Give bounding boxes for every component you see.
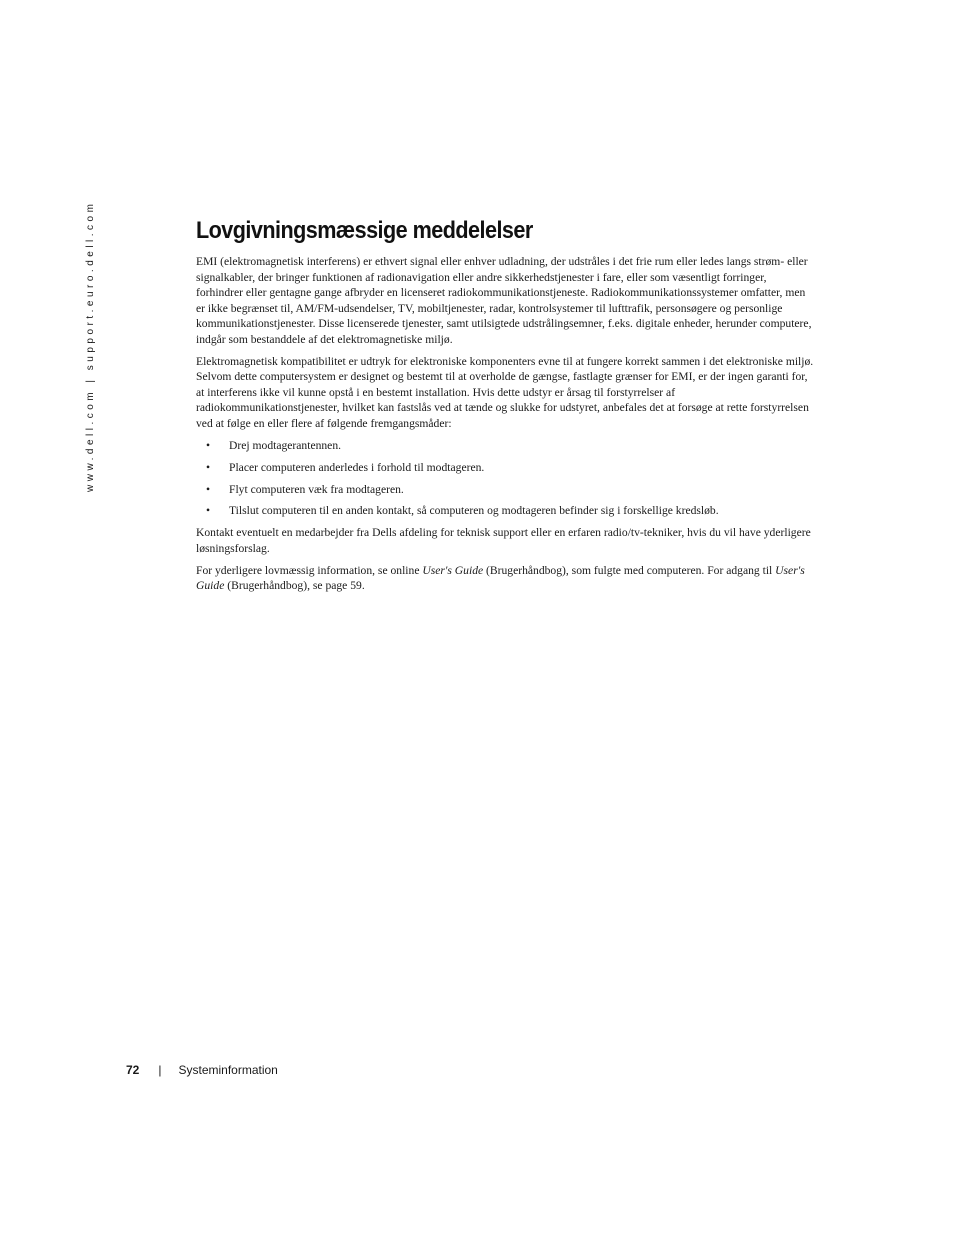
bullet-list [196,438,814,520]
page-footer [126,1062,278,1078]
users-guide-reference: User's Guide [422,563,484,577]
side-url: www.dell.com | support.euro.dell.com [85,200,96,492]
list-item [196,503,814,519]
footer-separator: | [158,1063,162,1077]
section-name: Systeminformation [178,1063,278,1077]
main-content [196,216,814,600]
list-item [196,482,814,498]
list-item-text: Flyt computeren væk fra modtageren. [229,482,404,496]
bullet-marker: • [206,460,211,474]
page-number: 72 [126,1063,140,1077]
bullet-marker: • [206,504,211,518]
more-info-text-3: (Brugerhåndbog), se page 59. [224,579,365,593]
paragraph-more-info [196,563,814,594]
users-guide-reference: User's Guide [196,563,805,593]
more-info-text-2: (Brugerhåndbog), som fulgte med computeren. For adgang til [483,563,776,577]
page-title: Lovgivningsmæssige meddelelser [196,217,533,244]
list-item [196,460,814,476]
list-item-text: Drej modtagerantennen. [229,438,342,452]
list-item-text: Tilslut computeren til en anden kontakt, så computeren og modtageren befinder sig i forskellige kredsløb. [229,504,719,518]
paragraph-emc: Elektromagnetisk kompatibilitet er udtryk for elektroniske komponenters evne til at fungere korrekt sammen i det elektroniske miljø. Selvom dette computersystem er designet og bestemt til at overholde de gængse, fastlagte grænser for EMI, er der ingen garanti for, at interferens ikke vil kunne opstå i en bestemt installation. Hvis dette udstyr er årsag til forstyrrelser af radiokommunikationstjenester, hvilket kan fastslås ved at tænde og slukke for udstyret, anbefales det at forsøge at rette forstyrrelsen ved at følge en eller flere af følgende fremgangsmåder: [196,354,814,430]
bullet-marker: • [206,482,211,496]
list-item [196,438,814,454]
paragraph-emi: EMI (elektromagnetisk interferens) er ethvert signal eller enhver udladning, der udstråles i det frie rum eller ledes langs strøm- eller signalkabler, der bringer funktionen af radionavigation eller andre sikkerhedstjenester i fare, eller som væsentligt forringer, forhindrer eller gentagne gange afbryder en licenseret radiokommunikationstjeneste. Radiokommunikationssystemer omfatter, men er ikke begrænset til, AM/FM-udsendelser, TV, mobiltjenester, radar, kontrolsystemer til lufttrafik, personsøgere og personlige kommunikationstjenester. Disse licenserede tjenester, samt utilsigtede udstrålingsemner, f.eks. digitale enheder, herunder computere, indgår som bestanddele af det elektromagnetiske miljø. [196,255,812,346]
paragraph-support: Kontakt eventuelt en medarbejder fra Dells afdeling for teknisk support eller en erfaren radio/tv-tekniker, hvis du vil have yderligere løsningsforslag. [196,526,811,556]
bullet-marker: • [206,438,211,452]
more-info-text-1: For yderligere lovmæssig information, se online [196,563,423,577]
list-item-text: Placer computeren anderledes i forhold til modtageren. [229,460,485,474]
